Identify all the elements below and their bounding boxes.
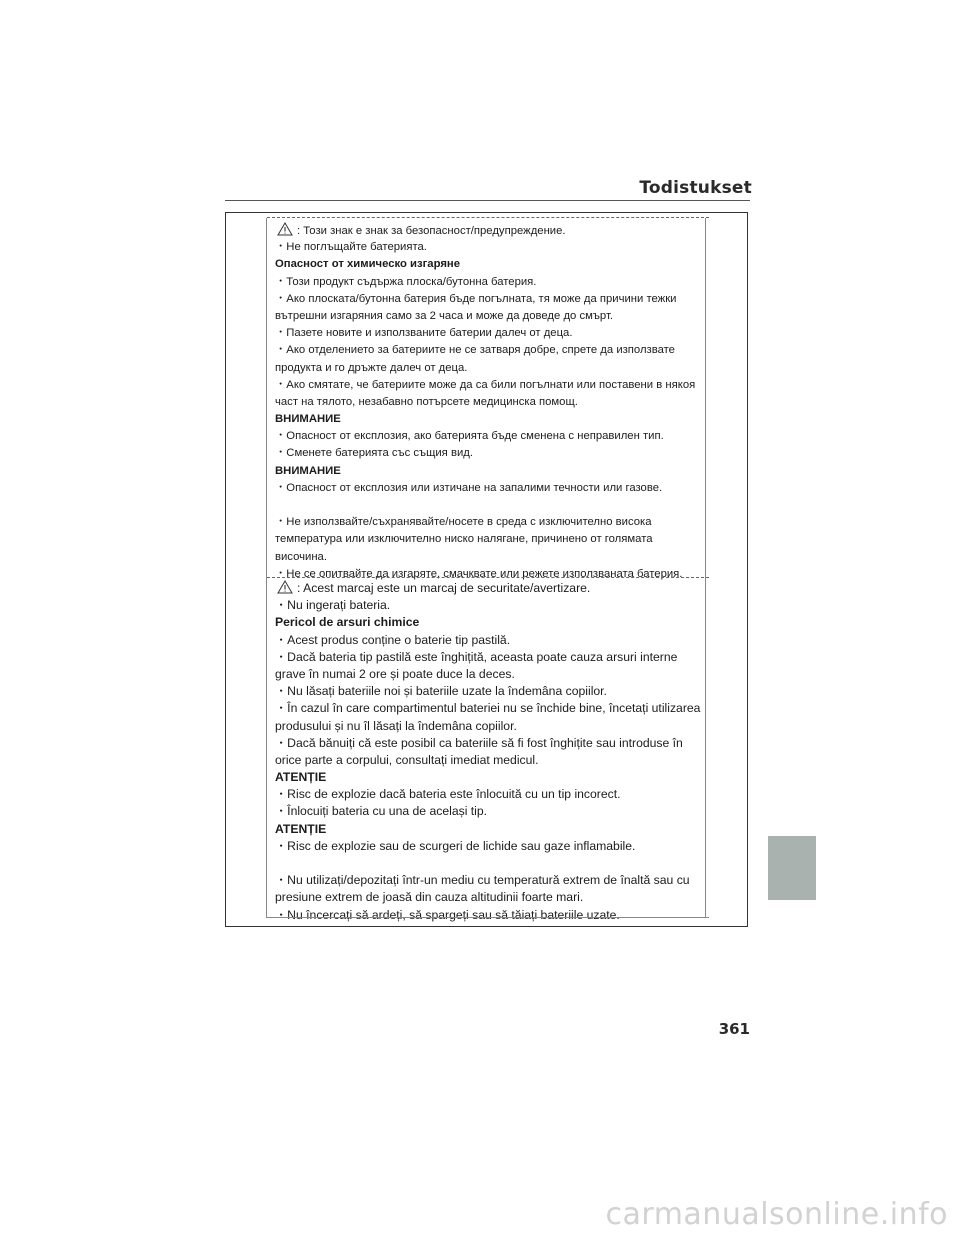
text-line: [275, 497, 701, 514]
text-line: [275, 666, 701, 683]
text-line: [275, 239, 701, 256]
line-text: вътрешни изгаряния само за 2 часа и може да доведе до смърт.: [275, 309, 614, 322]
text-line: [275, 803, 701, 820]
line-text: ・Nu utilizați/depozitați într-un mediu cu temperatură extrem de înaltă sau cu: [275, 873, 690, 888]
chapter-side-tab: [768, 836, 816, 900]
line-text: височина.: [275, 550, 327, 563]
scanned-document: [266, 218, 706, 922]
bottom-divider: [267, 917, 709, 918]
text-line: [275, 308, 701, 325]
line-text: : Този знак е знак за безопасност/предупреждение.: [297, 225, 566, 237]
line-text: част на тялото, незабавно потърсете медицинска помощ.: [275, 395, 578, 408]
line-text: продукта и го дръжте далеч от деца.: [275, 361, 468, 374]
text-line: [275, 325, 701, 342]
text-line: [275, 838, 701, 855]
text-line: [275, 514, 701, 531]
line-text: ・Dacă bănuiți că este posibil ca bateriile să fi fost înghițite sau introduse în: [275, 735, 683, 750]
romanian-section: [275, 580, 701, 924]
section-divider: [267, 577, 709, 578]
text-line: [275, 377, 701, 394]
top-divider: [267, 217, 709, 218]
text-line: [275, 394, 701, 411]
warning-triangle-icon: [277, 580, 293, 594]
line-text: : Acest marcaj este un marcaj de securitate/avertizare.: [297, 581, 591, 595]
text-line: [275, 428, 701, 445]
watermark: carmanualsonline.info: [605, 1197, 948, 1232]
section-heading: [275, 769, 701, 786]
line-text: ・Dacă bateria tip pastilă este înghițită, aceasta poate cauza arsuri interne: [275, 649, 678, 664]
section-heading: [275, 614, 701, 631]
line-text: ・Risc de explozie dacă bateria este înlocuită cu un tip incorect.: [275, 787, 621, 802]
line-text: ・Ако плоската/бутонна батерия бъде погълната, тя може да причини тежки: [275, 292, 677, 305]
text-line: [275, 274, 701, 291]
line-text: ・Ако отделението за батериите не се затваря добре, спрете да използвате: [275, 344, 675, 357]
line-text: ・Не използвайте/съхранявайте/носете в среда с изключително висока: [275, 516, 652, 529]
line-text: ВНИМАНИЕ: [275, 413, 341, 426]
line-text: ・Пазете новите и използваните батерии далеч от деца.: [275, 327, 573, 340]
text-line: [275, 597, 701, 614]
warning-triangle-icon: [277, 222, 293, 236]
line-text: ・Ако смятате, че батериите може да са били погълнати или поставени в някоя: [275, 378, 696, 391]
text-line: [275, 580, 701, 597]
page-number: 361: [718, 1020, 750, 1038]
text-line: [275, 700, 701, 717]
text-line: [275, 752, 701, 769]
text-line: [275, 291, 701, 308]
bulgarian-section: [275, 222, 701, 583]
text-line: [275, 222, 701, 239]
section-heading: [275, 256, 701, 273]
line-text: ВНИМАНИЕ: [275, 464, 341, 477]
text-line: [275, 855, 701, 872]
text-line: [275, 872, 701, 889]
line-text: ・Сменете батерията със същия вид.: [275, 447, 473, 460]
line-text: produsului și nu îl lăsați la îndemâna copiilor.: [275, 718, 517, 733]
section-heading: [275, 463, 701, 480]
line-text: ・Risc de explozie sau de scurgeri de lichide sau gaze inflamabile.: [275, 838, 636, 853]
text-line: [275, 735, 701, 752]
text-line: [275, 342, 701, 359]
line-text: ATENȚIE: [275, 770, 327, 785]
line-text: температура или изключително ниско налягане, причинено от голямата: [275, 533, 653, 546]
line-text: ・Nu lăsați bateriile noi și bateriile uzate la îndemâna copiilor.: [275, 684, 607, 699]
line-text: ・Acest produs conține o baterie tip pastilă.: [275, 632, 511, 647]
text-line: [275, 649, 701, 666]
line-text: Pericol de arsuri chimice: [275, 615, 420, 630]
text-line: [275, 360, 701, 377]
page-header-title: Todistukset: [639, 178, 752, 198]
text-line: [275, 683, 701, 700]
line-text: presiune extrem de joasă din cauza altitudinii foarte mari.: [275, 890, 584, 905]
line-text: ・Опасност от експлозия или изтичане на запалими течности или газове.: [275, 481, 663, 494]
text-line: [275, 718, 701, 735]
text-line: [275, 480, 701, 497]
text-line: [275, 889, 701, 906]
line-text: ・Не се опитвайте да изгаряте, смачквате или режете използваната батерия.: [275, 567, 683, 580]
text-line: [275, 549, 701, 566]
line-text: ATENȚIE: [275, 821, 327, 836]
line-text: ・Не поглъщайте батерията.: [275, 241, 427, 254]
line-text: orice parte a corpului, consultați imediat medicul.: [275, 752, 539, 767]
line-text: Опасност от химическо изгаряне: [275, 258, 461, 271]
line-text: grave în numai 2 ore și poate duce la deces.: [275, 666, 515, 681]
text-line: [275, 632, 701, 649]
text-line: [275, 531, 701, 548]
line-text: ・Опасност от експлозия, ако батерията бъде сменена с неправилен тип.: [275, 430, 664, 443]
line-text: ・Nu încercați să ardeți, să spargeți sau să tăiați bateriile uzate.: [275, 907, 620, 922]
line-text: ・În cazul în care compartimentul bateriei nu se închide bine, încetați utilizarea: [275, 701, 701, 716]
text-line: [275, 445, 701, 462]
section-heading: [275, 411, 701, 428]
line-text: ・Този продукт съдържа плоска/бутонна батерия.: [275, 275, 537, 288]
header-rule: [225, 200, 750, 201]
text-line: [275, 907, 701, 924]
line-text: ・Înlocuiți bateria cu una de același tip.: [275, 804, 488, 819]
section-heading: [275, 821, 701, 838]
line-text: ・Nu ingerați bateria.: [275, 598, 391, 613]
text-line: [275, 786, 701, 803]
